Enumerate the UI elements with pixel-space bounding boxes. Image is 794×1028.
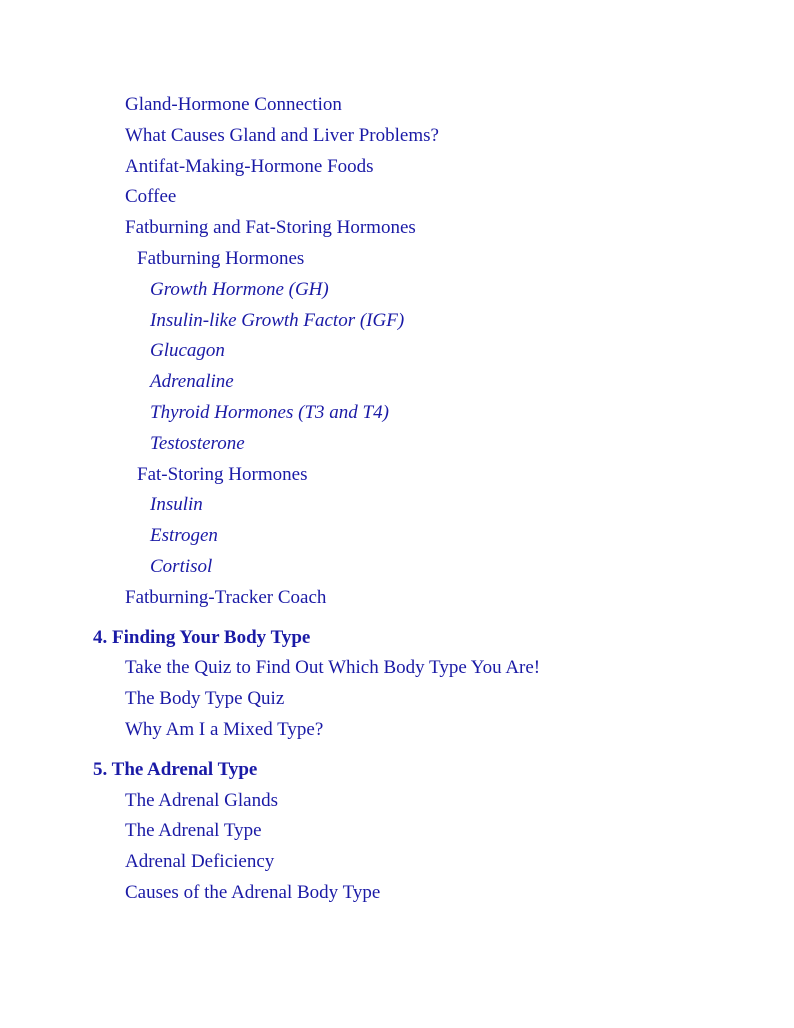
toc-entry-fatburning-hormones[interactable]: Fatburning Hormones [137,247,305,269]
toc-entry-insulin[interactable]: Insulin [150,494,203,516]
toc-entry-testosterone[interactable]: Testosterone [150,432,245,454]
toc-entry-adrenaline[interactable]: Adrenaline [150,371,234,393]
toc-entry-fatburning-tracker-coach[interactable]: Fatburning-Tracker Coach [125,586,327,608]
toc-entry-insulin-like-growth-factor[interactable]: Insulin-like Growth Factor (IGF) [150,309,405,331]
toc-entry-take-the-quiz[interactable]: Take the Quiz to Find Out Which Body Type You Are! [125,657,541,679]
toc-chapter-finding-your-body-type[interactable]: 4. Finding Your Body Type [93,626,311,648]
toc-entry-cortisol[interactable]: Cortisol [150,555,213,577]
table-of-contents [0,90,794,909]
toc-entry-fatburning-and-fat-storing-hormones[interactable]: Fatburning and Fat-Storing Hormones [125,217,416,239]
toc-entry-adrenal-deficiency[interactable]: Adrenal Deficiency [125,851,275,873]
toc-entry-the-body-type-quiz[interactable]: The Body Type Quiz [125,688,285,710]
toc-entry-the-adrenal-type[interactable]: The Adrenal Type [125,820,262,842]
toc-entry-gland-hormone-connection[interactable]: Gland-Hormone Connection [125,94,342,115]
toc-entry-coffee[interactable]: Coffee [125,186,177,208]
toc-entry-what-causes-gland-and-liver-problems[interactable]: What Causes Gland and Liver Problems? [125,124,439,146]
toc-entry-fat-storing-hormones[interactable]: Fat-Storing Hormones [137,463,308,485]
toc-entry-estrogen[interactable]: Estrogen [150,525,218,547]
toc-entry-causes-of-the-adrenal-body-type[interactable]: Causes of the Adrenal Body Type [125,881,381,903]
toc-entry-glucagon[interactable]: Glucagon [150,340,225,362]
toc-entry-why-am-i-a-mixed-type[interactable]: Why Am I a Mixed Type? [125,718,324,740]
toc-chapter-the-adrenal-type[interactable]: 5. The Adrenal Type [93,758,258,780]
toc-entry-the-adrenal-glands[interactable]: The Adrenal Glands [125,789,279,811]
toc-entry-thyroid-hormones[interactable]: Thyroid Hormones (T3 and T4) [150,401,389,423]
toc-entry-antifat-making-hormone-foods[interactable]: Antifat-Making-Hormone Foods [125,155,374,177]
toc-entry-growth-hormone[interactable]: Growth Hormone (GH) [150,278,329,300]
